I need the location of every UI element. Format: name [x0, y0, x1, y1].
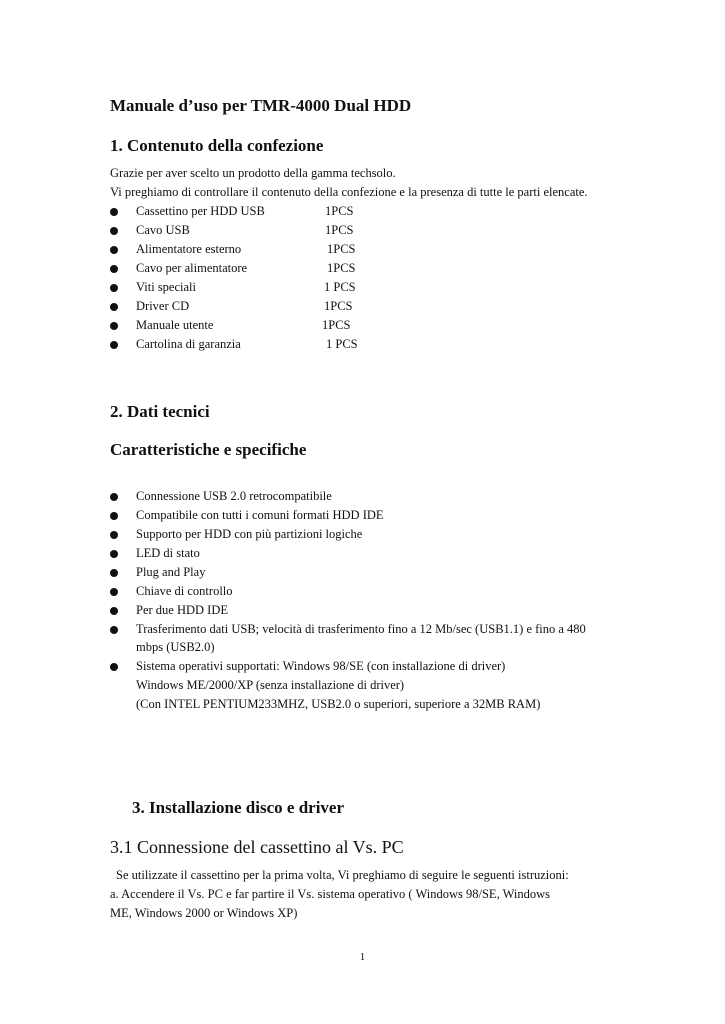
feature-text: LED di stato — [136, 546, 200, 560]
bullet-icon — [110, 588, 118, 596]
feature-text: Plug and Play — [136, 565, 206, 579]
bullet-icon — [110, 550, 118, 558]
item-qty: 1 PCS — [324, 280, 356, 294]
bullet-icon — [110, 265, 118, 273]
section-3-intro: Se utilizzate il cassettino per la prima volta, Vi preghiamo di seguire le seguenti istruzioni: — [116, 868, 569, 882]
bullet-icon — [110, 284, 118, 292]
step-a-line-2: ME, Windows 2000 or Windows XP) — [110, 906, 298, 920]
section-2-heading: 2. Dati tecnici — [110, 402, 210, 421]
item-qty: 1PCS — [324, 299, 353, 313]
section-1-intro-line-2: Vi preghiamo di controllare il contenuto della confezione e la presenza di tutte le parti elencate. — [110, 185, 588, 199]
feature-text: Compatibile con tutti i comuni formati HDD IDE — [136, 508, 384, 522]
feature-continuation: Windows ME/2000/XP (senza installazione di driver) — [136, 678, 405, 692]
item-name: Manuale utente — [136, 318, 214, 332]
item-qty: 1PCS — [325, 223, 354, 237]
bullet-icon — [110, 246, 118, 254]
item-name: Cassettino per HDD USB — [136, 204, 265, 218]
item-qty: 1PCS — [325, 204, 354, 218]
item-qty: 1 PCS — [326, 337, 358, 351]
page-number: 1 — [359, 951, 366, 963]
section-2-subheading: Caratteristiche e specifiche — [110, 440, 307, 459]
step-a-line-1: a. Accendere il Vs. PC e far partire il Vs. sistema operativo ( Windows 98/SE, Windows — [110, 887, 551, 901]
item-name: Driver CD — [136, 299, 190, 313]
item-name: Viti speciali — [136, 280, 196, 294]
bullet-icon — [110, 626, 118, 634]
bullet-icon — [110, 607, 118, 615]
bullet-icon — [110, 531, 118, 539]
section-1-intro-line-1: Grazie per aver scelto un prodotto della gamma techsolo. — [110, 166, 396, 180]
bullet-icon — [110, 493, 118, 501]
item-name: Cartolina di garanzia — [136, 337, 241, 351]
bullet-icon — [110, 208, 118, 216]
feature-text: Trasferimento dati USB; velocità di trasferimento fino a 12 Mb/sec (USB1.1) e fino a 480 — [136, 622, 586, 636]
feature-text: Chiave di controllo — [136, 584, 233, 598]
item-qty: 1PCS — [327, 261, 356, 275]
feature-continuation: (Con INTEL PENTIUM233MHZ, USB2.0 o superiori, superiore a 32MB RAM) — [136, 697, 541, 711]
item-name: Alimentatore esterno — [136, 242, 242, 256]
feature-continuation: mbps (USB2.0) — [136, 640, 215, 654]
bullet-icon — [110, 322, 118, 330]
feature-text: Sistema operativi supportati: Windows 98/SE (con installazione di driver) — [136, 659, 506, 673]
section-3-heading: 3. Installazione disco e driver — [132, 798, 345, 817]
bullet-icon — [110, 303, 118, 311]
item-name: Cavo per alimentatore — [136, 261, 248, 275]
bullet-icon — [110, 569, 118, 577]
feature-text: Per due HDD IDE — [136, 603, 228, 617]
bullet-icon — [110, 663, 118, 671]
section-1-heading: 1. Contenuto della confezione — [110, 136, 324, 155]
bullet-icon — [110, 512, 118, 520]
bullet-icon — [110, 341, 118, 349]
item-qty: 1PCS — [327, 242, 356, 256]
item-name: Cavo USB — [136, 223, 190, 237]
bullet-icon — [110, 227, 118, 235]
feature-text: Supporto per HDD con più partizioni logiche — [136, 527, 363, 541]
section-3-1-heading: 3.1 Connessione del cassettino al Vs. PC — [110, 837, 404, 857]
feature-text: Connessione USB 2.0 retrocompatibile — [136, 489, 332, 503]
item-qty: 1PCS — [322, 318, 351, 332]
document-title: Manuale d’uso per TMR-4000 Dual HDD — [110, 96, 412, 115]
